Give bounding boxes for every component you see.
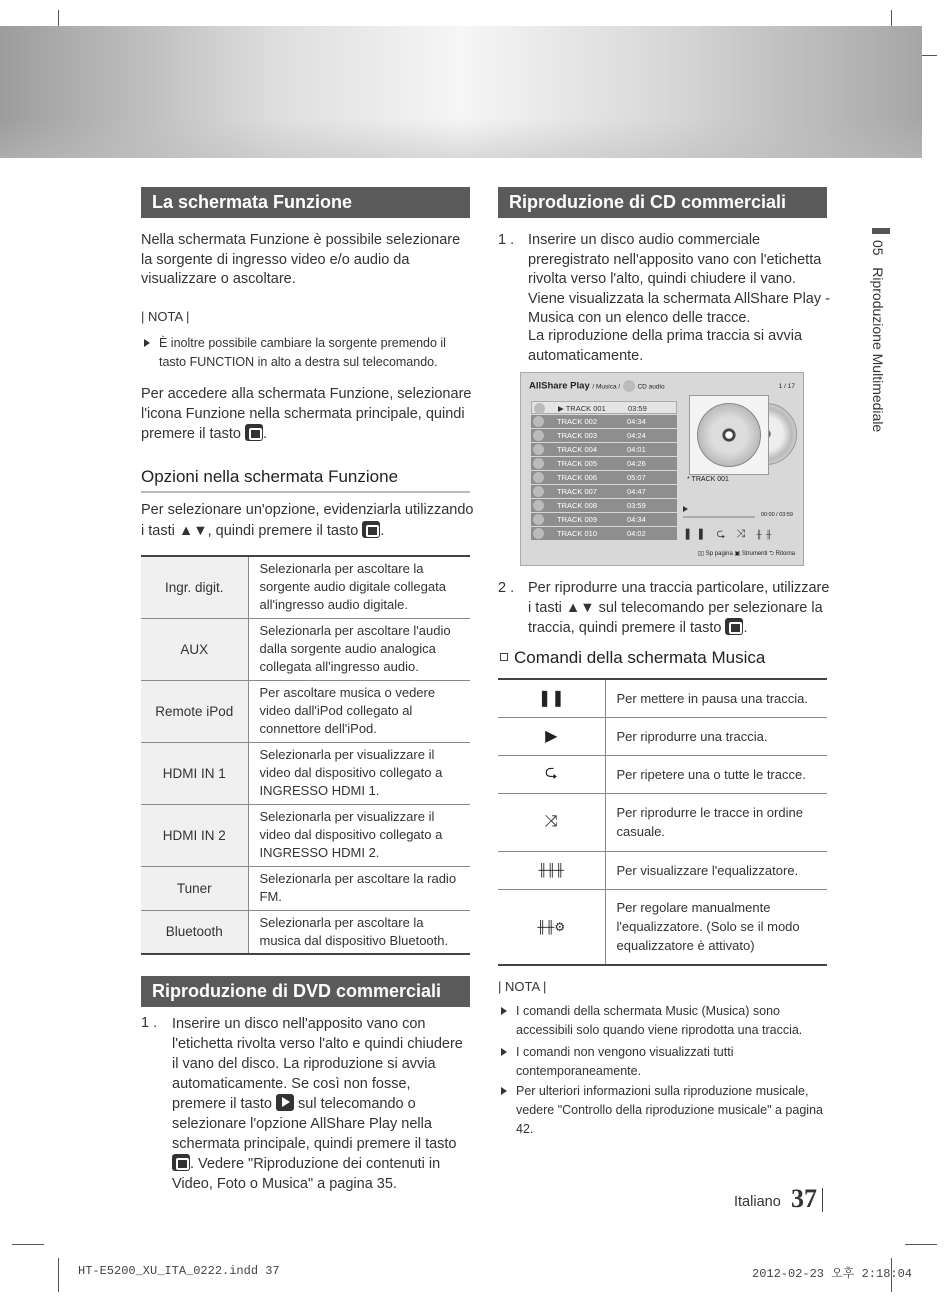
section-title-cd: Riproduzione di CD commerciali <box>498 187 827 218</box>
option-key: Ingr. digit. <box>141 556 248 618</box>
screen-crumb-cd: CD audio <box>637 383 665 391</box>
return-icon: ⮌ <box>769 551 774 557</box>
screen-crumb-musica: / Musica / <box>592 383 621 391</box>
pause-icon: ❚❚ <box>498 679 605 717</box>
track-row <box>531 415 677 428</box>
option-desc: Selezionarla per ascoltare l'audio dalla sorgente audio analogica collegata all'ingresso audio. <box>248 618 470 680</box>
shuffle-icon: ⤨ <box>736 528 750 540</box>
options-table <box>141 555 470 955</box>
options-intro-end: . <box>380 522 385 539</box>
track-name-text: TRACK 001 <box>565 404 606 413</box>
cd-step2-num: 2 . <box>498 580 515 596</box>
cd-step2-end: . <box>743 620 748 636</box>
option-key: HDMI IN 2 <box>141 804 248 866</box>
option-desc: Selezionarla per ascoltare la sorgente audio digitale collegata all'ingresso audio digitale. <box>248 556 470 618</box>
track-time: 04:26 <box>627 459 646 468</box>
command-desc: Per ripetere una o tutte le tracce. <box>605 755 827 793</box>
table-row <box>141 910 470 954</box>
option-key: HDMI IN 1 <box>141 742 248 804</box>
enter-key-icon <box>725 618 743 635</box>
track-time: 04:24 <box>627 431 646 440</box>
progress-text: 00:00 / 03:59 <box>760 512 793 518</box>
disc-icon <box>534 403 545 414</box>
footer-page: Sp pagina <box>705 551 733 557</box>
track-row <box>531 443 677 456</box>
option-key: Bluetooth <box>141 910 248 954</box>
track-time: 04:34 <box>627 417 646 426</box>
disc-icon <box>533 472 544 483</box>
dvd-step-c: . Vedere "Riproduzione dei contenuti in Video, Foto o Musica" a pagina 35. <box>172 1156 441 1192</box>
track-row <box>531 527 677 540</box>
table-row <box>498 889 827 965</box>
footer-return: Ritorna <box>775 551 795 557</box>
section-title-dvd: Riproduzione di DVD commerciali <box>141 976 470 1007</box>
footer-tools: Strumenti <box>741 551 768 557</box>
dvd-step-num: 1 . <box>141 1015 158 1031</box>
track-name: TRACK 010 <box>557 529 598 538</box>
table-row <box>141 680 470 742</box>
track-name: TRACK 003 <box>557 431 598 440</box>
table-row <box>498 793 827 851</box>
track-row <box>531 499 677 512</box>
nota-label: | NOTA | <box>141 309 190 324</box>
table-row <box>498 717 827 755</box>
intro-text: Nella schermata Funzione è possibile selezionare la sorgente di ingresso video e/o audio da visualizzare o ascoltare. <box>141 232 461 287</box>
control-bar <box>683 525 795 541</box>
disc-icon <box>533 528 544 539</box>
option-key: Remote iPod <box>141 680 248 742</box>
section-title-funzione: La schermata Funzione <box>141 187 470 218</box>
enter-key-icon <box>362 521 380 538</box>
cd-step2-body: Per riprodurre una traccia particolare, utilizzare i tasti ▲▼ sul telecomando per selezionare la traccia, quindi premere il tasto <box>528 580 830 636</box>
table-row <box>498 679 827 717</box>
print-file-info: HT-E5200_XU_ITA_0222.indd 37 <box>78 1264 280 1278</box>
enter-key-icon <box>172 1154 190 1171</box>
track-time: 03:59 <box>627 501 646 510</box>
crop-mark <box>12 1244 44 1245</box>
option-key: AUX <box>141 618 248 680</box>
shuffle-icon: ⤨ <box>498 793 605 851</box>
track-name: TRACK 006 <box>557 473 598 482</box>
option-desc: Selezionarla per visualizzare il video dal dispositivo collegato a INGRESSO HDMI 2. <box>248 804 470 866</box>
cd-step2-text <box>528 579 830 639</box>
checkbox-bullet-icon <box>500 653 508 661</box>
table-row <box>141 618 470 680</box>
option-key: Tuner <box>141 866 248 910</box>
command-desc: Per visualizzare l'equalizzatore. <box>605 851 827 889</box>
nota-item: È inoltre possibile cambiare la sorgente premendo il tasto FUNCTION in alto a destra sul telecomando. <box>141 334 476 372</box>
chapter-marker <box>872 228 890 234</box>
track-name: TRACK 008 <box>557 501 598 510</box>
nota-label-right: | NOTA | <box>498 979 547 994</box>
dvd-step-text <box>172 1014 467 1194</box>
track-row <box>531 457 677 470</box>
screen-header <box>529 380 665 392</box>
option-desc: Selezionarla per visualizzare il video dal dispositivo collegato a INGRESSO HDMI 1. <box>248 742 470 804</box>
track-time: 04:02 <box>627 529 646 538</box>
access-text-end: . <box>262 426 267 442</box>
command-desc: Per riprodurre una traccia. <box>605 717 827 755</box>
pause-icon: ❚❚ <box>683 528 710 540</box>
cd-step1-num: 1 . <box>498 232 515 248</box>
dvd-step-b: sul telecomando o selezionare l'opzione AllShare Play nella schermata principale, quindi premere il tasto <box>172 1096 457 1152</box>
options-intro-body: Per selezionare un'opzione, evidenziarla utilizzando i tasti ▲▼, quindi premere il tasto <box>141 502 474 539</box>
progress-bar <box>683 516 755 518</box>
play-key-icon <box>276 1094 294 1111</box>
chapter-side-tab <box>866 228 896 488</box>
track-time: 04:01 <box>627 445 646 454</box>
print-date-info: 2012-02-23 오후 2:18:04 <box>752 1267 913 1281</box>
equalizer-settings-icon: ╫╫⚙ <box>498 889 605 965</box>
header-banner <box>0 26 922 158</box>
track-time: 04:34 <box>627 515 646 524</box>
disc-icon <box>533 500 544 511</box>
options-intro <box>141 501 476 541</box>
track-row <box>531 513 677 526</box>
track-name: TRACK 005 <box>557 459 598 468</box>
track-row <box>531 401 677 414</box>
screen-footer <box>697 549 795 559</box>
cd-step1-b: La riproduzione della prima traccia si avvia automaticamente. <box>528 328 803 364</box>
page-key-icon: ▯▯ <box>697 551 705 557</box>
allshare-screenshot <box>520 372 804 566</box>
disc-icon <box>533 430 544 441</box>
tools-key-icon: ▣ <box>734 551 741 557</box>
cd-icon <box>623 380 635 392</box>
table-row <box>141 556 470 618</box>
disc-icon <box>533 458 544 469</box>
access-text-body: Per accedere alla schermata Funzione, selezionare l'icona Funzione nella schermata principale, quindi premere il tasto <box>141 386 472 442</box>
chapter-label <box>870 240 886 432</box>
track-name: TRACK 004 <box>557 445 598 454</box>
table-row <box>141 804 470 866</box>
repeat-icon: ⮎ <box>498 755 605 793</box>
crop-mark <box>58 1258 59 1292</box>
track-name: TRACK 007 <box>557 487 598 496</box>
note-item: I comandi non vengono visualizzati tutti contemporaneamente. <box>498 1043 828 1081</box>
note-item: Per ulteriori informazioni sulla riproduzione musicale, vedere "Controllo della riproduzione musicale" a pagina 42. <box>498 1082 828 1139</box>
track-row <box>531 471 677 484</box>
access-text <box>141 385 476 445</box>
track-time: 03:59 <box>628 404 647 413</box>
option-desc: Selezionarla per ascoltare la radio FM. <box>248 866 470 910</box>
dvd-step-a: Inserire un disco nell'apposito vano con l'etichetta rivolta verso l'alto e quindi chiudere il vano del disco. La riproduzione si avvia automaticamente. Se così non fosse, premere il tasto <box>172 1016 463 1112</box>
disc-icon <box>533 486 544 497</box>
screen-count: 1 / 17 <box>778 383 795 390</box>
crop-mark <box>905 1244 937 1245</box>
table-row <box>141 866 470 910</box>
track-time: 05:07 <box>627 473 646 482</box>
options-title: Opzioni nella schermata Funzione <box>141 467 399 486</box>
now-playing: * TRACK 001 <box>687 476 729 483</box>
cd-disc <box>697 403 761 467</box>
equalizer-icon: ╫╫ <box>756 530 776 539</box>
play-indicator <box>683 506 688 512</box>
page-number-rule <box>822 1188 823 1212</box>
track-row <box>531 485 677 498</box>
enter-key-icon <box>245 424 263 441</box>
disc-icon <box>533 444 544 455</box>
track-name: ▶ TRACK 001 <box>558 404 606 413</box>
disc-icon <box>533 416 544 427</box>
page-number: 37 <box>791 1184 817 1213</box>
table-row <box>498 851 827 889</box>
chapter-title: Riproduzione Multimediale <box>870 267 886 433</box>
equalizer-icon: ╫╫╫ <box>498 851 605 889</box>
track-row <box>531 429 677 442</box>
disc-icon <box>533 514 544 525</box>
options-underline <box>141 491 470 493</box>
command-desc: Per mettere in pausa una traccia. <box>605 679 827 717</box>
command-desc: Per regolare manualmente l'equalizzatore. (Solo se il modo equalizzatore è attivato) <box>605 889 827 965</box>
command-desc: Per riprodurre le tracce in ordine casuale. <box>605 793 827 851</box>
cd-step1-text: Inserire un disco audio commerciale preregistrato nell'apposito vano con l'etichetta rivolta verso l'alto, quindi chiudere il vano. Viene visualizzata la schermata AllShare Play - Musica con un elenco delle tracce. <box>528 232 830 326</box>
track-name: TRACK 002 <box>557 417 598 426</box>
play-icon: ▶ <box>498 717 605 755</box>
commands-title: Comandi della schermata Musica <box>514 648 766 667</box>
table-row <box>141 742 470 804</box>
option-desc: Per ascoltare musica o vedere video dall'iPod collegato al connettore dell'iPod. <box>248 680 470 742</box>
option-desc: Selezionarla per ascoltare la musica dal dispositivo Bluetooth. <box>248 910 470 954</box>
commands-table <box>498 678 827 966</box>
screen-app-title: AllShare Play <box>529 380 590 392</box>
note-item: I comandi della schermata Music (Musica) sono accessibili solo quando viene riprodotta una traccia. <box>498 1002 828 1040</box>
chapter-number: 05 <box>870 240 886 256</box>
page-language: Italiano <box>734 1194 781 1210</box>
table-row <box>498 755 827 793</box>
repeat-icon: ⮎ <box>716 528 730 540</box>
track-time: 04:47 <box>627 487 646 496</box>
track-name: TRACK 009 <box>557 515 598 524</box>
